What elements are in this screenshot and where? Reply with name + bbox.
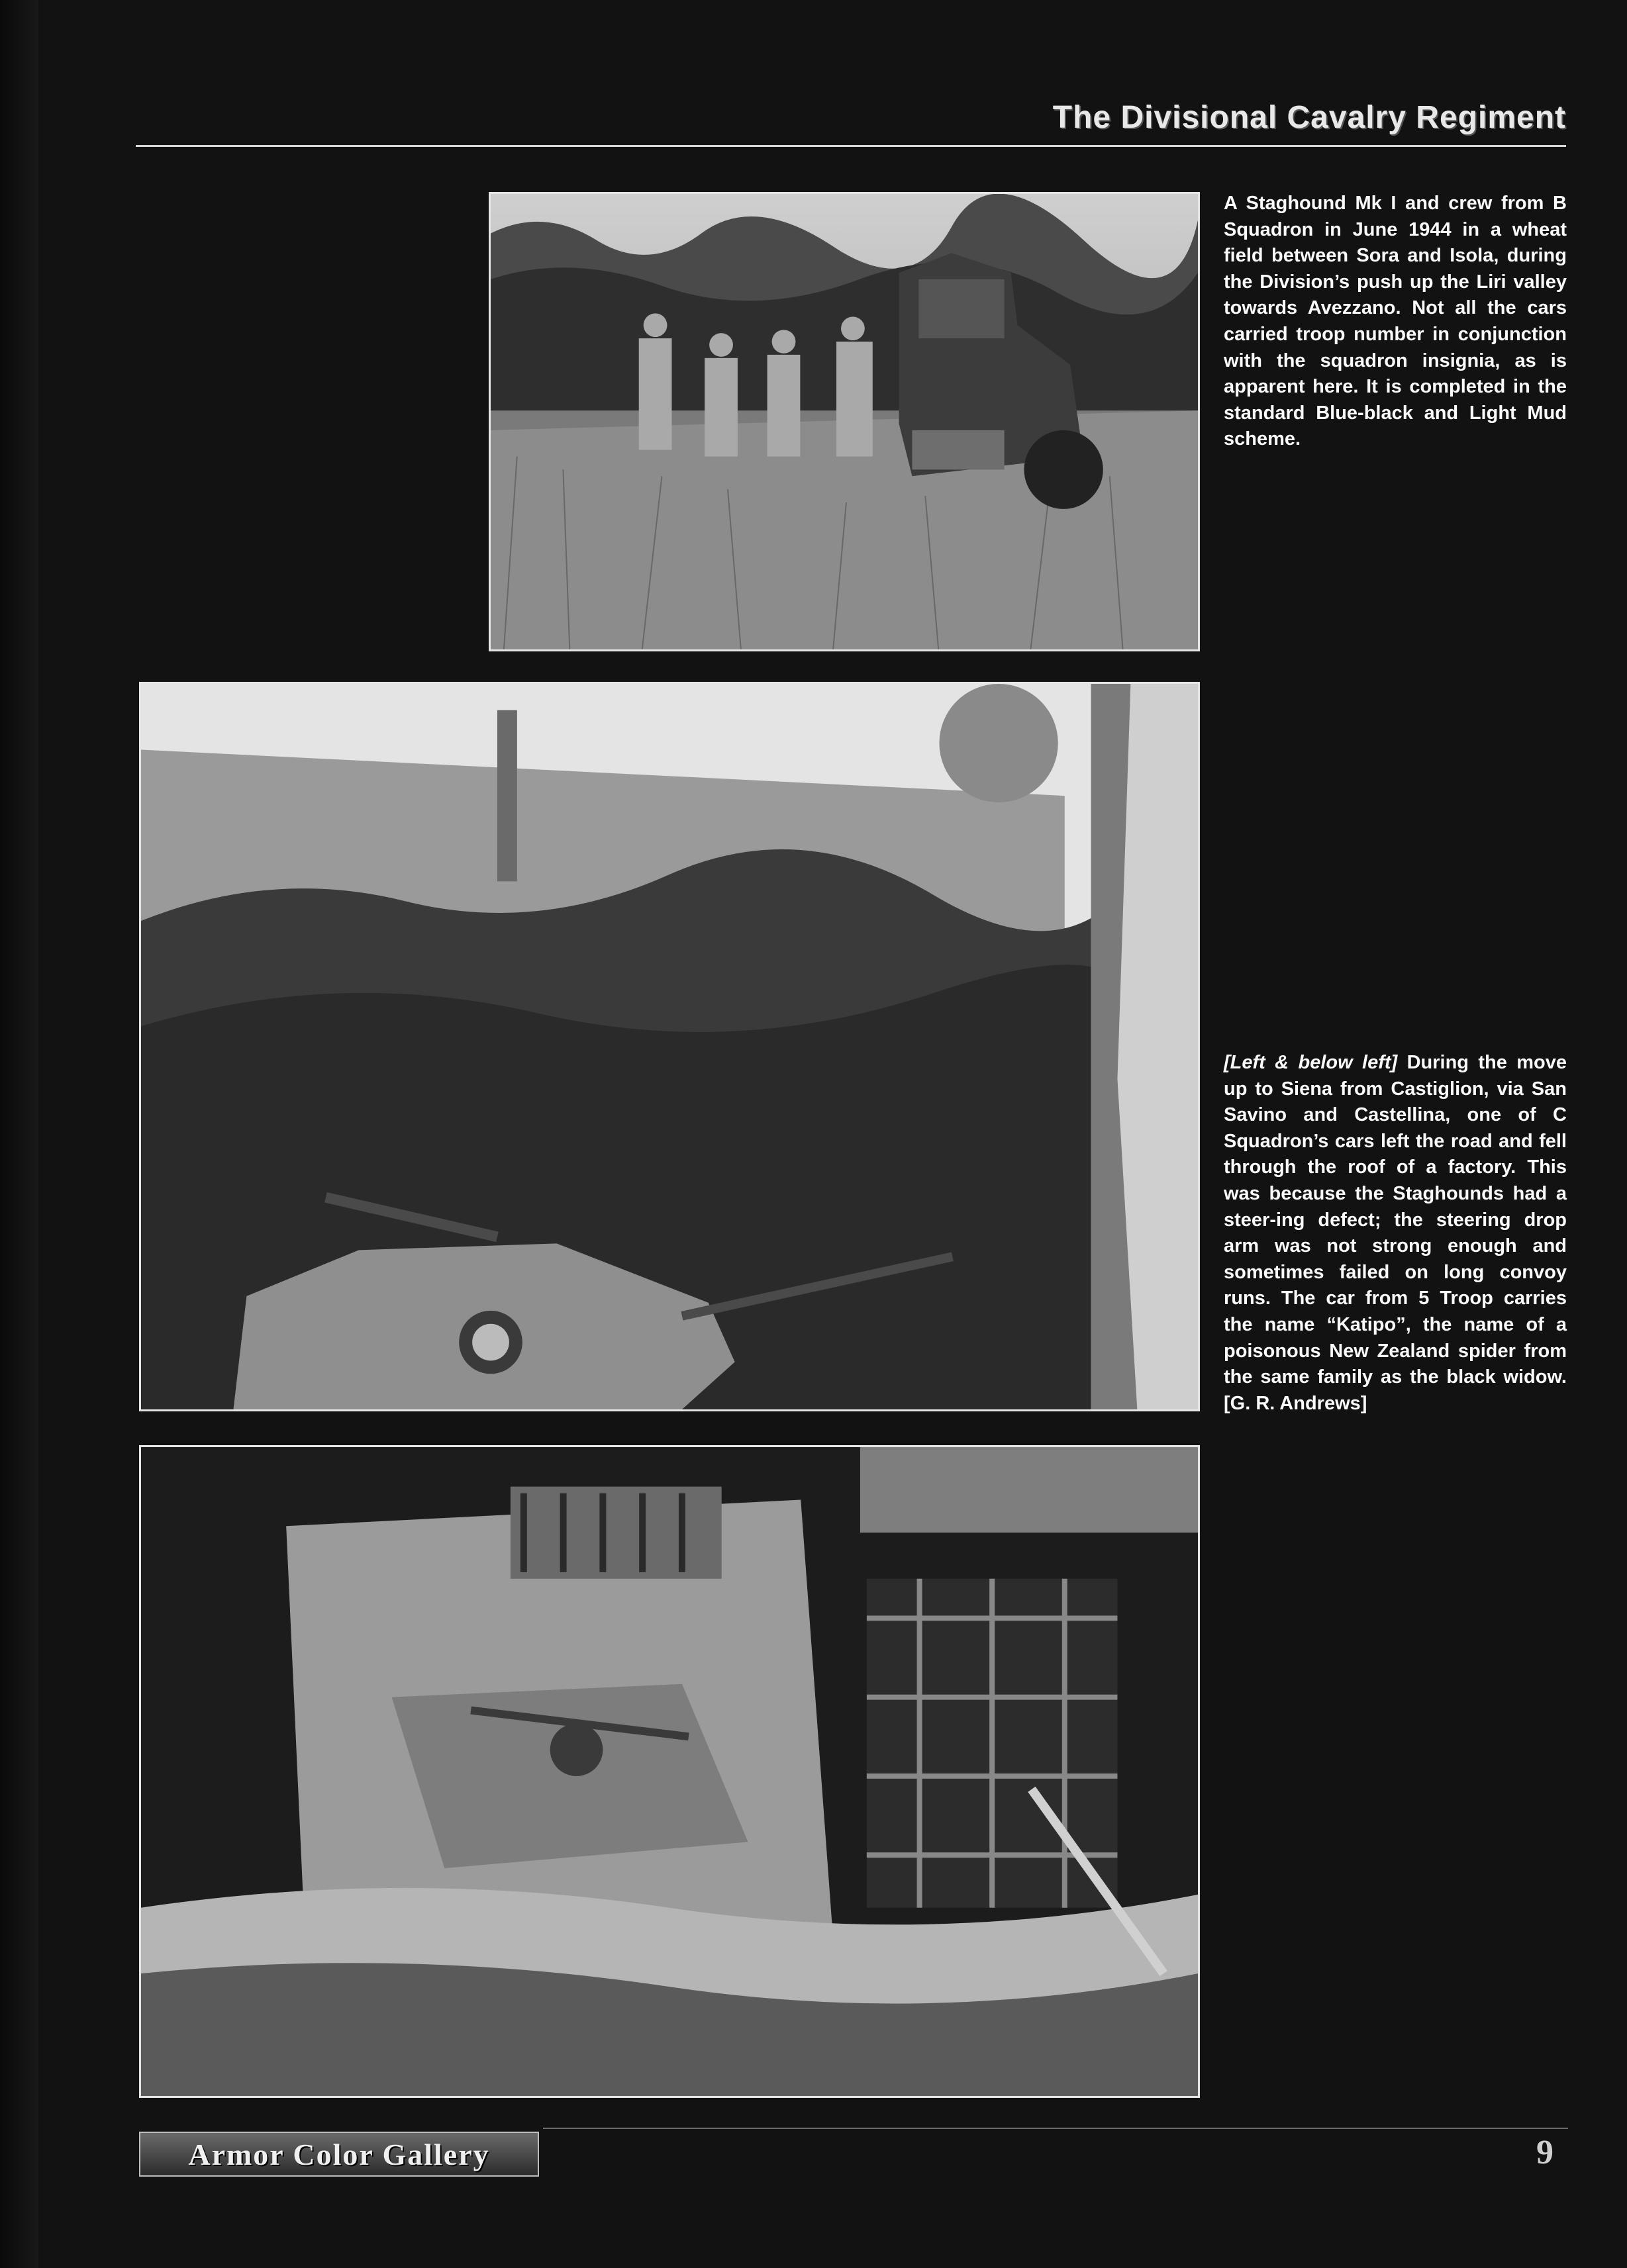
photo-staghound-crew: [489, 192, 1200, 651]
footer-rule: [543, 2128, 1568, 2129]
photo-katipo-factory: [139, 1445, 1200, 2098]
header-rule: [136, 145, 1566, 147]
footer-brand-logo: Armor Color Gallery: [139, 2132, 539, 2177]
photo-katipo-hedge: [139, 682, 1200, 1411]
page-number: 9: [1536, 2134, 1553, 2171]
running-header-title: The Divisional Cavalry Regiment: [1052, 100, 1566, 135]
caption-staghound: A Staghound Mk I and crew from B Squadron in June 1944 in a wheat field between Sora and Isola, during the Division’s push up the Liri valley towards Avezzano. Not all the cars carried troop number in conjunction with the squadron insignia, as is apparent here. It is completed in the standard Blue-black and Light Mud scheme.: [1224, 193, 1567, 450]
page-edge-shadow: [0, 0, 38, 2268]
caption-katipo-lead: [Left & below left]: [1224, 1052, 1398, 1073]
caption-katipo-body: During the move up to Siena from Castiglion, via San Savino and Castellina, one of C Squadron’s cars left the road and fell through the roof of a factory. This was because the Staghounds had a steer-ing defect; the steering drop arm was not strong enough and sometimes failed on long convoy runs. The car from 5 Troop carries the name “Katipo”, the name of a poisonous New Zealand spider from the same family as the black widow. [G. R. Andrews]: [1224, 1052, 1567, 1414]
caption-katipo: [1224, 1050, 1567, 1417]
